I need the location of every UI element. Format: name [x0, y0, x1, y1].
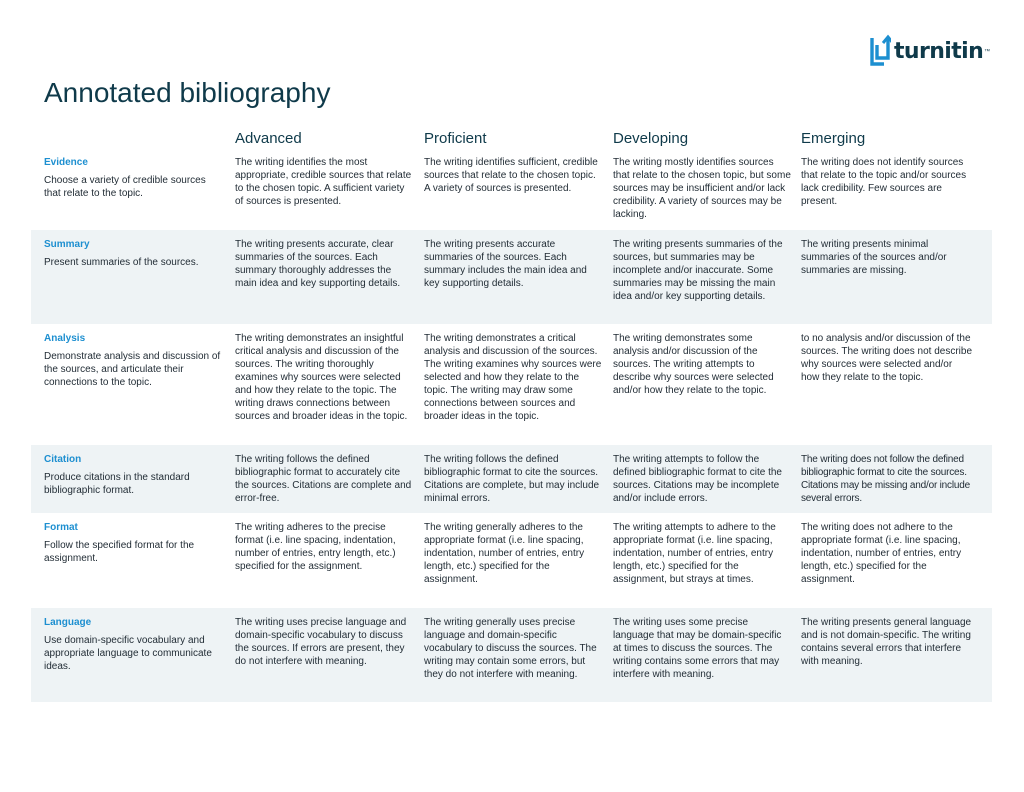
turnitin-logo — [869, 34, 990, 70]
rubric-row-language — [31, 608, 992, 702]
proficient-descriptor: The writing demonstrates a critical analysis and discussion of the sources. The writing examines why sources were selected and how they relate to the topic. The writing may draw some connections between sources and broader ideas in the topic. — [424, 333, 602, 422]
criterion-name: Format — [44, 522, 78, 533]
emerging-descriptor: The writing does not identify sources that relate to the topic and/or sources lack credibility. Few sources are present. — [801, 157, 967, 207]
criterion-name: Analysis — [44, 333, 86, 344]
advanced-descriptor: The writing follows the defined bibliographic format to accurately cite the sources. Citations are complete and error-free. — [235, 454, 412, 504]
criterion-cell — [44, 453, 224, 497]
proficient-descriptor: The writing generally uses precise language and domain-specific vocabulary to discuss the sources. The writing may contain some errors, but they do not interfere with meaning. — [424, 617, 597, 680]
rubric-row-summary — [31, 230, 992, 324]
emerging-descriptor: to no analysis and/or discussion of the sources. The writing does not describe why sources were selected and/or how they relate to the topic. — [801, 333, 973, 383]
level-heading-proficient: Proficient — [424, 130, 487, 147]
advanced-descriptor: The writing presents accurate, clear summaries of the sources. Each summary thoroughly addresses the main idea and key supporting details. — [235, 239, 401, 289]
proficient-descriptor: The writing presents accurate summaries of the sources. Each summary includes the main idea and key supporting details. — [424, 239, 587, 289]
advanced-descriptor: The writing demonstrates an insightful critical analysis and discussion of the sources. The writing thoroughly examines why sources were selected and how they relate to the topic. The writing draws connections between sources and broader ideas in the topic. — [235, 333, 408, 422]
criterion-cell — [44, 238, 224, 269]
proficient-descriptor: The writing follows the defined bibliographic format to cite the sources. Citations are complete, but may include minimal errors. — [424, 454, 600, 504]
level-heading-developing: Developing — [613, 130, 689, 147]
emerging-descriptor: The writing does not follow the defined bibliographic format to cite the sources. Citations may be missing and/or include several errors. — [801, 454, 970, 504]
criterion-name: Citation — [44, 454, 82, 465]
developing-descriptor: The writing attempts to follow the defined bibliographic format to cite the sources. Citations may be incomplete and/or include errors. — [613, 454, 782, 504]
criterion-description: Produce citations in the standard bibliographic format. — [44, 472, 190, 496]
advanced-descriptor: The writing uses precise language and domain-specific vocabulary to discuss the sources. If errors are present, they do not interfere with meaning. — [235, 617, 407, 667]
criterion-description: Choose a variety of credible sources that relate to the topic. — [44, 175, 206, 199]
developing-descriptor: The writing uses some precise language that may be domain-specific at times to discuss the sources. The writing contains some errors that may interfere with meaning. — [613, 617, 782, 680]
level-heading-advanced: Advanced — [235, 130, 302, 147]
developing-descriptor: The writing attempts to adhere to the appropriate format (i.e. line spacing, indentation, number of entries, entry length, etc.) specified for the assignment, but strays at times. — [613, 522, 776, 585]
criterion-cell — [44, 156, 224, 200]
emerging-descriptor: The writing presents minimal summaries of the sources and/or summaries are missing. — [801, 239, 947, 276]
brand-name: turnitin — [894, 39, 984, 64]
rubric-row-format — [31, 513, 992, 608]
criterion-description: Follow the specified format for the assignment. — [44, 540, 195, 564]
level-heading-emerging: Emerging — [801, 130, 866, 147]
developing-descriptor: The writing demonstrates some analysis and/or discussion of the sources. The writing attempts to describe why sources were selected and/or how they relate to the topic. — [613, 333, 774, 396]
criterion-cell — [44, 521, 224, 565]
criterion-name: Evidence — [44, 157, 88, 168]
brand-trademark: ™ — [984, 49, 991, 55]
developing-descriptor: The writing presents summaries of the sources, but summaries may be incomplete and/or inaccurate. Some summaries may be missing the main idea and/or key supporting details. — [613, 239, 783, 302]
criterion-description: Demonstrate analysis and discussion of the sources, and articulate their connections to the topic. — [44, 351, 221, 388]
proficient-descriptor: The writing identifies sufficient, credible sources that relate to the chosen topic. A variety of sources is presented. — [424, 157, 598, 194]
criterion-name: Summary — [44, 239, 90, 250]
rubric-row-evidence — [31, 148, 992, 230]
advanced-descriptor: The writing adheres to the precise format (i.e. line spacing, indentation, number of entries, entry length, etc.) specified for the assignment. — [235, 522, 396, 572]
emerging-descriptor: The writing presents general language and is not domain-specific. The writing contains several errors that interfere with meaning. — [801, 617, 972, 667]
criterion-cell — [44, 616, 224, 673]
page-title: Annotated bibliography — [44, 77, 331, 108]
proficient-descriptor: The writing generally adheres to the appropriate format (i.e. line spacing, indentation, number of entries, entry length, etc.) specified for the assignment. — [424, 522, 585, 585]
criterion-name: Language — [44, 617, 92, 628]
criterion-cell — [44, 332, 224, 389]
criterion-description: Use domain-specific vocabulary and appropriate language to communicate ideas. — [44, 635, 212, 672]
emerging-descriptor: The writing does not adhere to the appropriate format (i.e. line spacing, indentation, number of entries, entry length, etc.) specified for the assignment. — [801, 522, 962, 585]
advanced-descriptor: The writing identifies the most appropriate, credible sources that relate to the chosen topic. A sufficient variety of sources is presented. — [235, 157, 412, 207]
criterion-description: Present summaries of the sources. — [44, 257, 199, 268]
developing-descriptor: The writing mostly identifies sources that relate to the chosen topic, but some sources may be insufficient and/or lack credibility. A variety of sources may be lacking. — [613, 157, 791, 220]
rubric-row-citation — [31, 445, 992, 513]
rubric-row-analysis — [31, 324, 992, 445]
turnitin-logo-icon — [869, 34, 891, 70]
